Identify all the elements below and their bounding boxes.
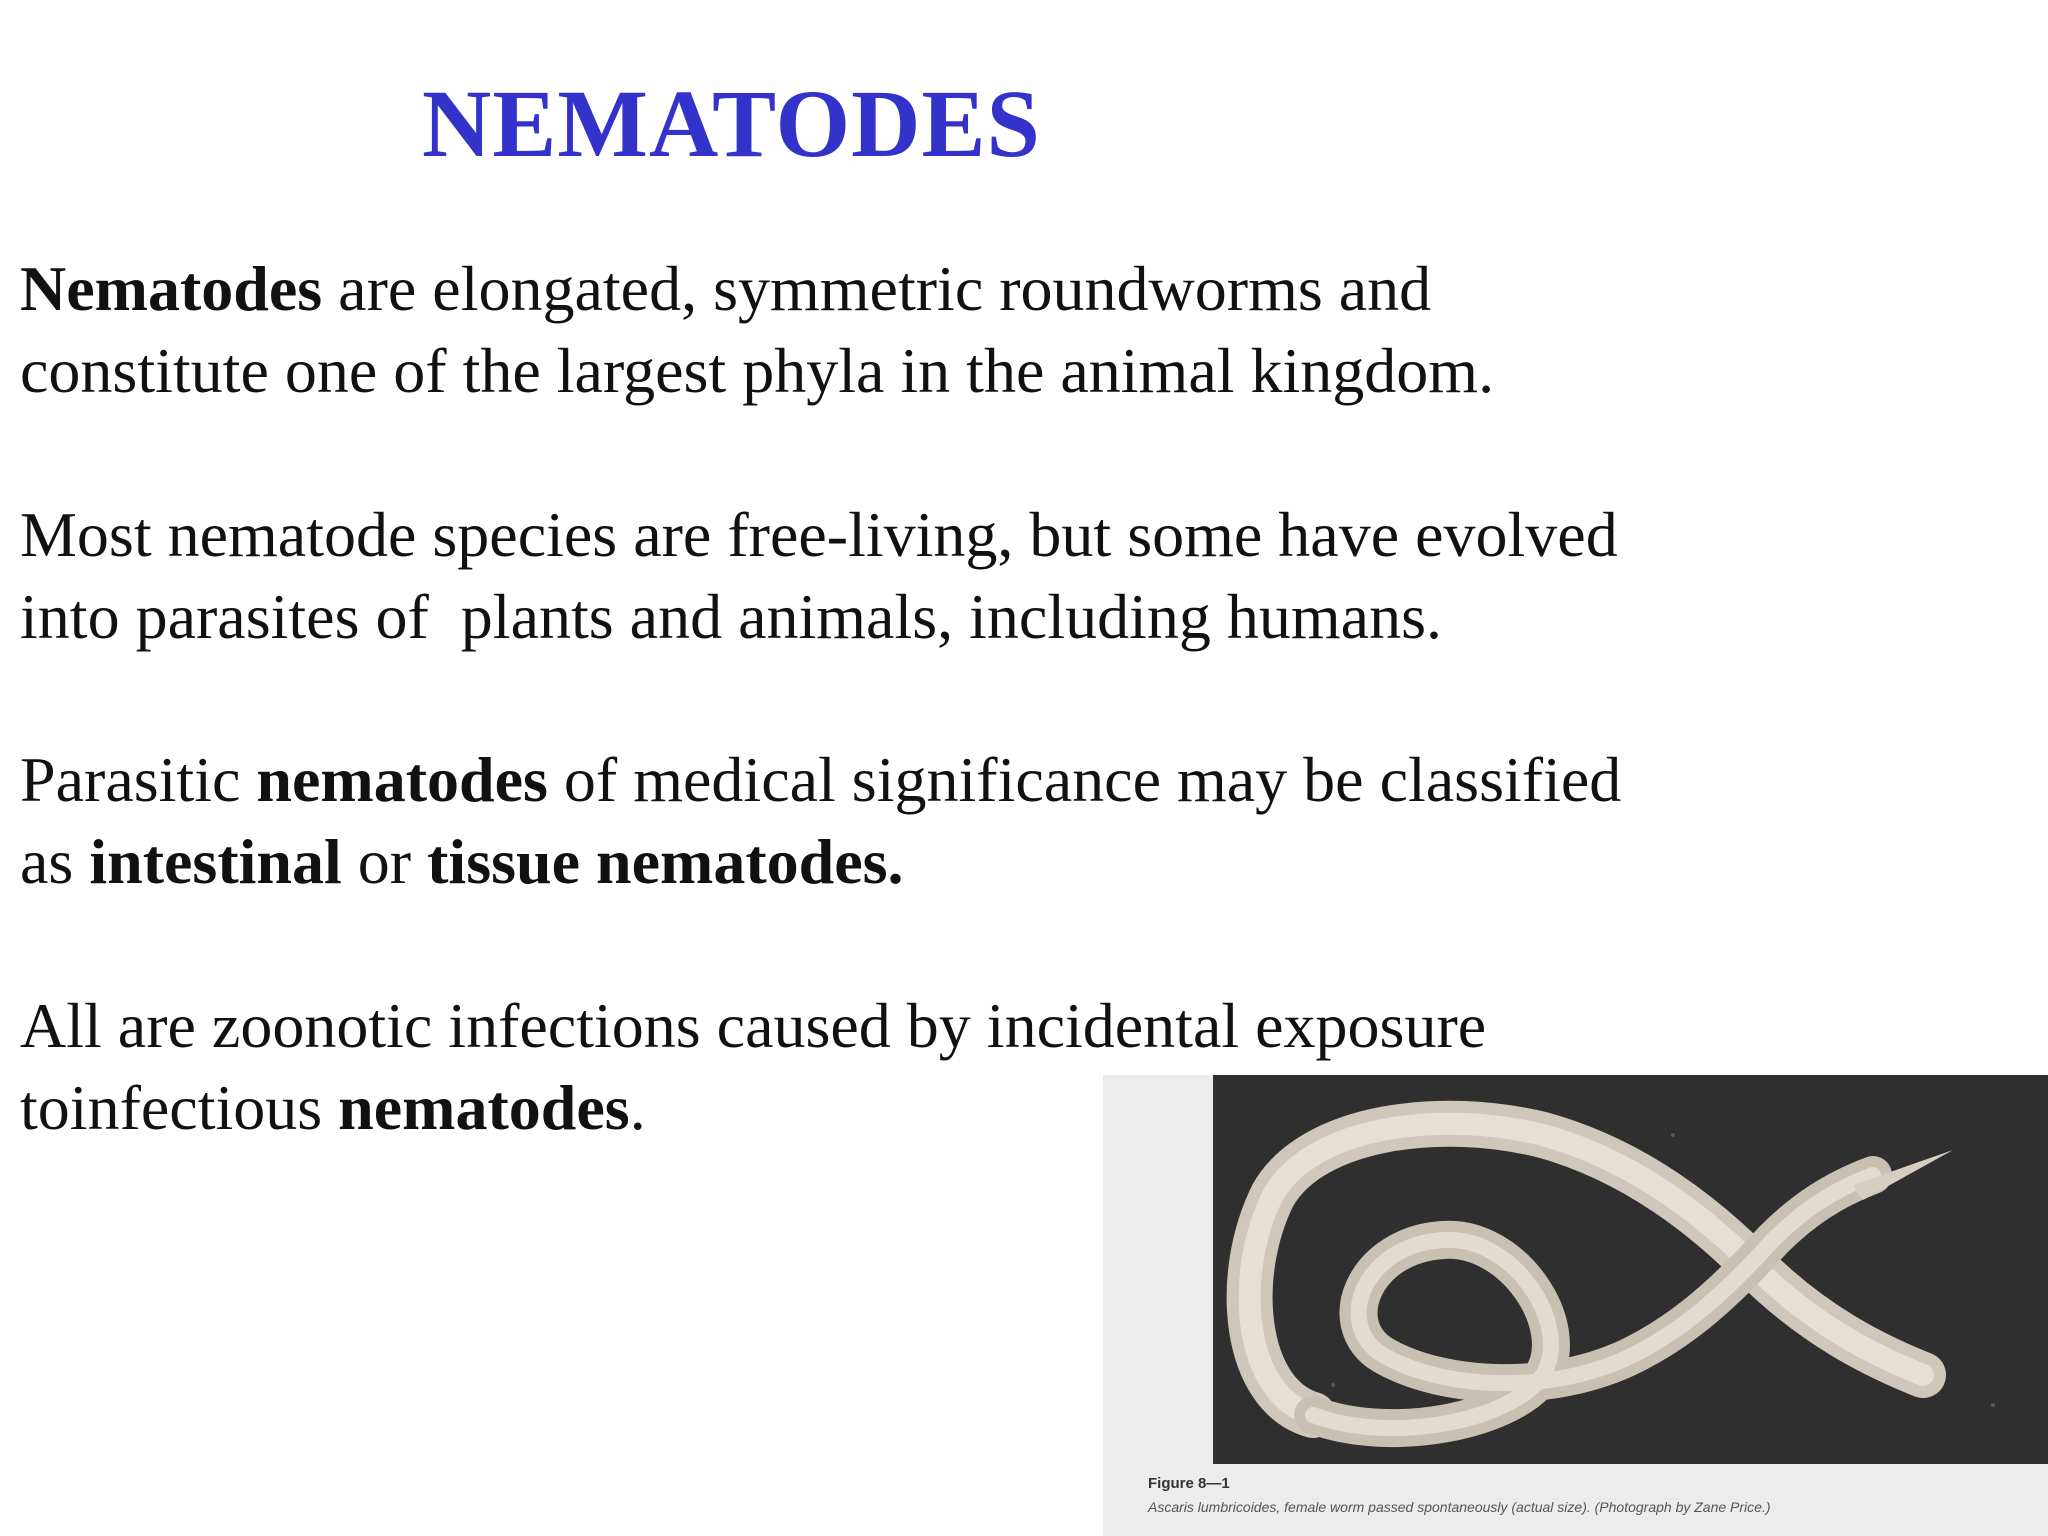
paragraph-line: Most nematode species are free-living, but some have evolved [20,499,1618,570]
text-run: . [629,1072,646,1143]
paragraph-line: constitute one of the largest phyla in the animal kingdom. [20,335,1495,406]
paragraph-free-living [20,494,1618,658]
text-run: as [20,826,90,897]
bold-term: intestinal [89,826,342,897]
text-run: of medical significance may be classified [547,744,1622,815]
figure-caption: Ascaris lumbricoides, female worm passed spontaneously (actual size). (Photograph by Zane Price.) [1148,1499,1771,1515]
text-run: are elongated, symmetric roundworms and [322,253,1432,324]
text-run: Parasitic [20,744,257,815]
paragraph-line: All are zoonotic infections caused by incidental exposure [20,990,1487,1061]
text-run: toinfectious [20,1072,339,1143]
figure-label: Figure 8—1 [1148,1475,1230,1492]
figure-panel [1103,1075,2048,1536]
paragraph-line [20,739,1621,821]
speck [1671,1133,1675,1137]
paragraph-classification [20,739,1621,903]
bold-term: nematodes [338,1072,630,1143]
paragraph-definition [20,248,1494,412]
bold-term: Nematodes [20,253,323,324]
roundworm-photo [1213,1075,2048,1464]
paragraph-line [20,248,1494,330]
paragraph-line [20,821,1621,903]
bold-term: nematodes [256,744,548,815]
paragraph-line: into parasites of plants and animals, including humans. [20,581,1442,652]
text-run: or [341,826,428,897]
bold-term: tissue nematodes. [427,826,904,897]
speck [1331,1383,1335,1387]
roundworm-illustration [1213,1075,2048,1464]
speck [1991,1403,1995,1407]
slide-title: NEMATODES [422,70,1041,177]
